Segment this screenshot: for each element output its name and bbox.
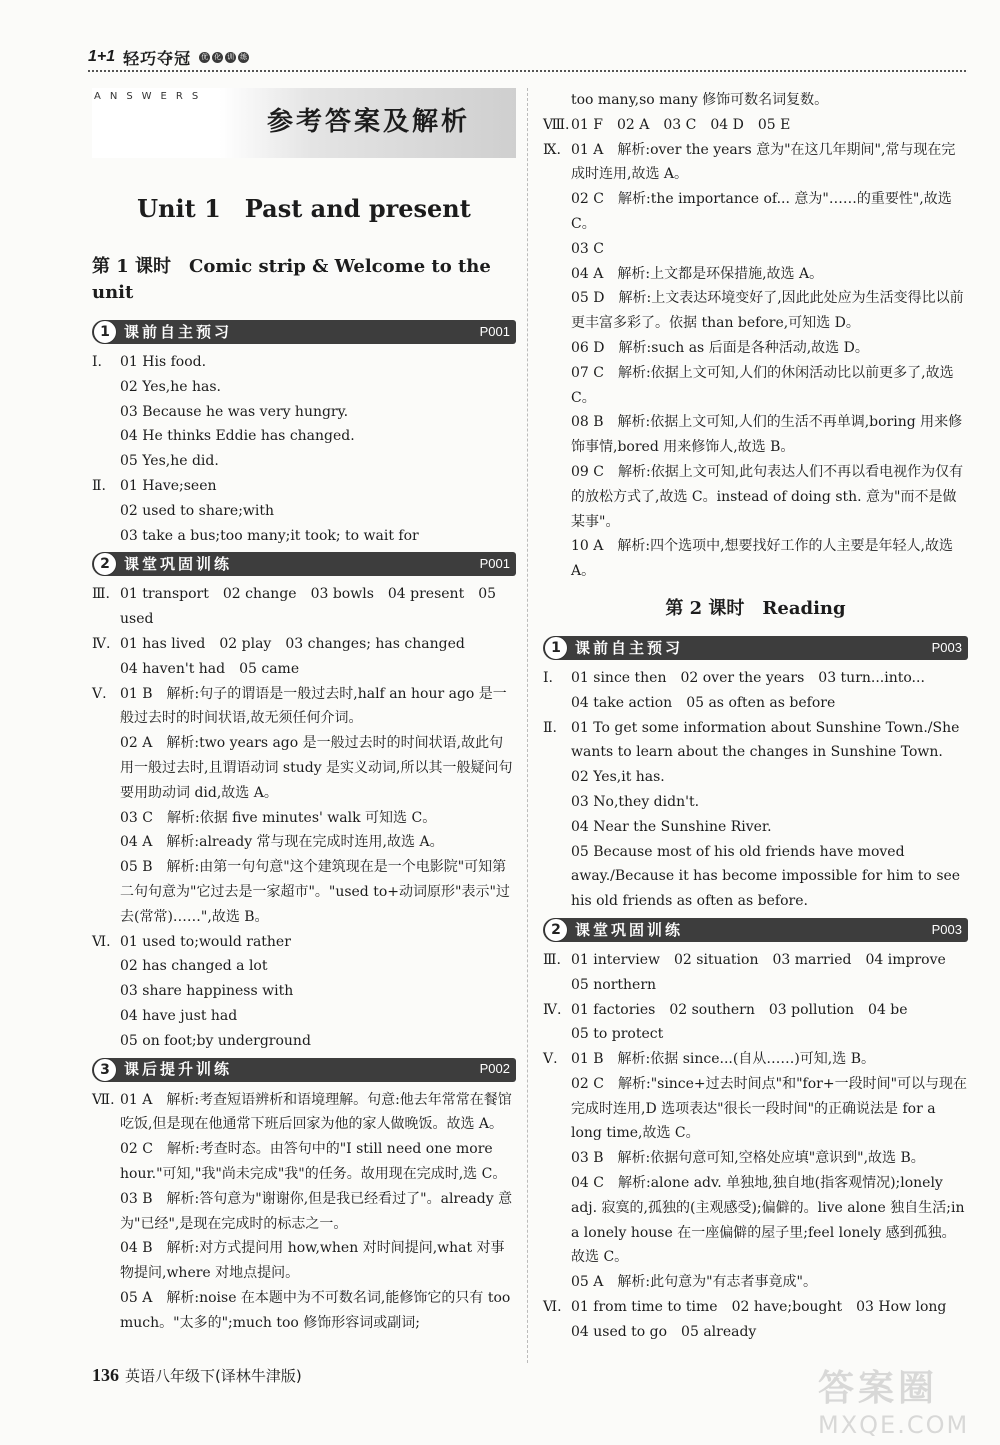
watermark-logo (818, 1360, 978, 1438)
series-dots (199, 52, 249, 63)
answer-text: 01 B 解析:句子的谓语是一般过去时,half an hour ago 是一般过去时的时间状语,故无须任何介词。 (120, 685, 507, 727)
roman-numeral: Ⅵ. (92, 933, 111, 950)
section-number: 3 (93, 1058, 117, 1082)
page-number: 136 (92, 1365, 119, 1385)
answer-text: 04 take action 05 as often as before (571, 694, 836, 711)
answer-line (92, 1286, 516, 1336)
section-title: 课堂巩固训练 (575, 920, 684, 939)
watermark-bottom: MXQE.COM (818, 1411, 970, 1439)
answer-line (92, 499, 516, 524)
answer-line (543, 1146, 968, 1171)
answer-text: 05 B 解析:由第一句句意"这个建筑现在是一个电影院"可知第二句句意为"它过去是一家超市"。"used to+动词原形"表示"过去(常常)……",故选 B。 (120, 859, 510, 925)
section-number: 1 (544, 636, 568, 660)
answer-text: 01 B 解析:依据 since...(自从……)可知,选 B。 (571, 1051, 875, 1068)
answer-line (543, 410, 968, 460)
brand-name: 轻巧夺冠 (123, 48, 192, 68)
answer-text: 02 C 解析:考查时态。由答句中的"I still need one more hour."可知,"我"尚未完成"我"的任务。故用现在完成时,选 C。 (120, 1141, 507, 1182)
answer-text: 05 on foot;by underground (120, 1032, 311, 1049)
answer-text: 04 B 解析:对方式提问用 how,when 对时间提问,what 对事物提问,where 对地点提问。 (120, 1240, 505, 1282)
answer-text: 08 B 解析:依据上文可知,人们的生活不再单调,boring 用来修饰事情,bored 用来修饰人,故选 B。 (571, 414, 963, 456)
answer-text: 01 interview 02 situation 03 married 04 improve (571, 951, 946, 968)
answer-line (543, 1022, 968, 1047)
roman-numeral: Ⅴ. (543, 1051, 558, 1068)
answer-text: 02 used to share;with (120, 502, 275, 519)
answer-line (543, 113, 968, 138)
answer-line (543, 765, 968, 790)
section-number: 1 (93, 320, 117, 344)
answer-line (92, 682, 516, 732)
answer-text: 10 A 解析:四个选项中,想要找好工作的人主要是年轻人,故选 A。 (571, 538, 953, 580)
answer-text: 05 northern (571, 976, 657, 993)
answer-line (543, 666, 968, 691)
watermark-top: 答案圈 (818, 1368, 939, 1409)
answers-banner (92, 88, 516, 158)
answer-text: 04 C 解析:alone adv. 单独地,独自地(指客观情况);lonely adj. 寂寞的,孤独的(主观感受);偏僻的。live alone 独自生活;in a lonely house 在一座偏僻的屋子里;feel lonely 感到孤独。故选 C。 (571, 1175, 965, 1266)
answer-text: 01 has lived 02 play 03 changes; has changed (120, 635, 465, 652)
answer-line (543, 1295, 968, 1320)
answer-line (543, 948, 968, 973)
dot-1: 优 (201, 52, 209, 61)
unit-title: Unit 1 Past and present (137, 194, 471, 223)
answer-line (543, 998, 968, 1023)
answer-text: 01 A 解析:考查短语辨析和语境理解。句意:他去年常常在餐馆吃饭,但是现在他通常下班后回家为他的家人做晚饭。故选 A。 (120, 1091, 512, 1133)
answer-text: 05 A 解析:此句意为"有志者事竟成"。 (571, 1274, 817, 1291)
roman-numeral: Ⅰ. (543, 669, 553, 686)
answer-line (543, 716, 968, 766)
answer-line (543, 691, 968, 716)
answer-text: 01 used to;would rather (120, 933, 291, 950)
answer-line (543, 336, 968, 361)
column-divider (527, 88, 528, 1363)
answer-list (92, 582, 516, 1053)
answer-text: 03 Because he was very hungry. (120, 403, 349, 420)
dot-3: 训 (227, 52, 235, 61)
section-number: 2 (93, 552, 117, 576)
answers-title: 参考答案及解析 (266, 107, 470, 137)
answer-text: 02 Yes,it has. (571, 769, 665, 786)
answer-line (92, 1187, 516, 1237)
answer-line (92, 830, 516, 855)
section-page: P003 (931, 921, 962, 937)
answer-line (92, 350, 516, 375)
answer-line (543, 1047, 968, 1072)
answer-line (543, 1171, 968, 1270)
answer-text: 01 F 02 A 03 C 04 D 05 E (571, 116, 791, 133)
lesson-2-title: 第 2 课时 Reading (665, 597, 846, 619)
roman-numeral: Ⅲ. (543, 951, 561, 968)
roman-numeral: Ⅲ. (92, 586, 110, 603)
section-title: 课堂巩固训练 (124, 554, 233, 573)
answer-text: 01 To get some information about Sunshine Town./She wants to learn about the changes in Sunshine Town. (571, 719, 960, 761)
answer-line (92, 731, 516, 805)
answer-line (92, 855, 516, 929)
section-number: 2 (544, 918, 568, 942)
answer-line (543, 286, 968, 336)
roman-numeral: Ⅱ. (92, 477, 106, 494)
section-bar-after-class (92, 1058, 516, 1082)
answer-line (92, 1236, 516, 1286)
answer-line (543, 138, 968, 188)
answer-text: 01 His food. (120, 354, 207, 370)
roman-numeral: Ⅳ. (543, 1001, 562, 1018)
answer-text: 02 Yes,he has. (120, 378, 221, 395)
answer-text: 03 B 解析:答句意为"谢谢你,但是我已经看过了"。already 意为"已经",是现在完成时的标志之一。 (120, 1190, 513, 1232)
answer-text: 04 have just had (120, 1007, 238, 1024)
answer-line (92, 954, 516, 979)
answer-text: 09 C 解析:依据上文可知,此句表达人们不再以看电视作为仅有的放松方式了,故选 C。instead of doing sth. 意为"而不是做某事"。 (571, 463, 964, 530)
answer-text: 03 C (571, 240, 604, 257)
answer-line (543, 840, 968, 914)
answer-line (92, 1137, 516, 1187)
section-bar-classroom (543, 918, 968, 942)
section-bar-preview (92, 320, 516, 344)
answer-text: 03 No,they didn't. (571, 793, 700, 810)
dot-4: 练 (240, 52, 248, 61)
answer-text: 03 C 解析:依据 five minutes' walk 可知选 C。 (120, 809, 437, 826)
section-page: P002 (479, 1061, 510, 1077)
answer-line (543, 460, 968, 534)
answer-line (543, 187, 968, 237)
roman-numeral: Ⅰ. (92, 354, 102, 370)
section-page: P001 (479, 323, 510, 339)
answers-word: ANSWERS (94, 91, 208, 102)
answer-text: 04 used to go 05 already (571, 1323, 757, 1340)
roman-numeral: Ⅸ. (543, 141, 561, 158)
answer-list (543, 948, 968, 1345)
answer-line (543, 815, 968, 840)
answer-text: 03 share happiness with (120, 983, 294, 1000)
answer-line (92, 806, 516, 831)
answer-line (92, 1029, 516, 1054)
answer-text: 02 has changed a lot (120, 958, 268, 975)
roman-numeral: Ⅱ. (543, 719, 557, 736)
roman-numeral: Ⅴ. (92, 685, 107, 702)
answer-line (92, 1088, 516, 1138)
answer-line (543, 361, 968, 411)
section-bar-classroom (92, 552, 516, 576)
answer-line (92, 657, 516, 682)
answer-text: 04 He thinks Eddie has changed. (120, 428, 355, 445)
answer-text: 04 haven't had 05 came (120, 660, 300, 677)
answer-line (543, 1072, 968, 1146)
answer-text: 03 take a bus;too many;it took; to wait for (120, 527, 419, 544)
logo: 1+1 (88, 48, 116, 65)
answer-line (543, 790, 968, 815)
answer-text: too many,so many 修饰可数名词复数。 (571, 92, 829, 108)
answer-text: 01 from time to time 02 have;bought 03 How long (571, 1299, 947, 1316)
answer-text: 03 B 解析:依据句意可知,空格处应填"意识到",故选 B。 (571, 1150, 925, 1167)
left-column (92, 88, 516, 1335)
answer-text: 06 D 解析:such as 后面是各种活动,故选 D。 (571, 339, 869, 356)
answer-text: 01 since then 02 over the years 03 turn...into... (571, 669, 925, 686)
roman-numeral: Ⅶ. (92, 1091, 115, 1108)
answer-line (543, 1270, 968, 1295)
section-title: 课前自主预习 (124, 322, 233, 341)
answer-text: 01 factories 02 southern 03 pollution 04 be (571, 1001, 908, 1018)
answer-list (92, 1088, 516, 1336)
answer-line (92, 582, 516, 632)
roman-numeral: Ⅵ. (543, 1299, 562, 1316)
section-bar-preview (543, 636, 968, 660)
answer-text: 04 Near the Sunshine River. (571, 818, 772, 835)
page-footer (92, 1365, 302, 1386)
section-title: 课前自主预习 (575, 638, 684, 657)
roman-numeral: Ⅳ. (92, 635, 111, 652)
book-name: 英语八年级下(译林牛津版) (125, 1367, 302, 1385)
answer-line (543, 237, 968, 262)
answer-line (543, 88, 968, 113)
answer-line (92, 449, 516, 474)
answer-text: 01 transport 02 change 03 bowls 04 present 05 used (120, 586, 497, 628)
answer-list (92, 350, 516, 548)
page-header (88, 42, 249, 72)
right-column (543, 88, 968, 1345)
answer-text: 05 Yes,he did. (120, 453, 219, 470)
answer-line (92, 424, 516, 449)
answer-line (92, 375, 516, 400)
answer-line (92, 979, 516, 1004)
header-rule (88, 70, 966, 72)
answer-text: 05 Because most of his old friends have moved away./Because it has become impossible for him to see his old friends as often as before. (571, 843, 961, 910)
answer-line (92, 930, 516, 955)
answer-line (92, 524, 516, 549)
answer-text: 04 A 解析:already 常与现在完成时连用,故选 A。 (120, 834, 444, 851)
answer-line (92, 632, 516, 657)
roman-numeral: Ⅷ. (543, 116, 570, 133)
answer-text: 02 C 解析:"since+过去时间点"和"for+一段时间"可以与现在完成时连用,D 选项表达"很长一段时间"的正确说法是 for a long time,故选 C。 (571, 1075, 968, 1142)
answer-text: 02 A 解析:two years ago 是一般过去时的时间状语,故此句用一般过去时,且谓语动词 study 是实义动词,所以其一般疑问句要用助动词 did,故选 A。 (120, 735, 513, 801)
dot-2: 化 (214, 52, 222, 61)
answer-text: 07 C 解析:依据上文可知,人们的休闲活动比以前更多了,故选 C。 (571, 364, 954, 406)
answer-line (543, 262, 968, 287)
answer-line (543, 534, 968, 584)
answer-text: 02 C 解析:the importance of... 意为"……的重要性",故选 C。 (571, 191, 952, 232)
answer-line (543, 1320, 968, 1345)
answer-text: 05 D 解析:上文表达环境变好了,因此此处应为生活变得比以前更丰富多彩了。依据 than before,可知选 D。 (571, 290, 964, 332)
answer-line (543, 973, 968, 998)
section-title: 课后提升训练 (124, 1060, 233, 1079)
answer-text: 01 A 解析:over the years 意为"在这几年期间",常与现在完成时连用,故选 A。 (571, 141, 956, 183)
answer-text: 04 A 解析:上文都是环保措施,故选 A。 (571, 265, 824, 282)
answer-line (92, 1004, 516, 1029)
answer-text: 05 to protect (571, 1026, 664, 1043)
answer-text: 01 Have;seen (120, 477, 217, 494)
section-page: P001 (479, 555, 510, 571)
answer-text: 05 A 解析:noise 在本题中为不可数名词,能修饰它的只有 too much。"太多的";much too 修饰形容词或副词; (120, 1289, 511, 1331)
section-page: P003 (931, 639, 962, 655)
answer-list (543, 666, 968, 914)
answer-list (543, 88, 968, 584)
answer-line (92, 474, 516, 499)
lesson-1-title: 第 1 课时 Comic strip & Welcome to the unit (92, 256, 491, 303)
answer-line (92, 400, 516, 425)
